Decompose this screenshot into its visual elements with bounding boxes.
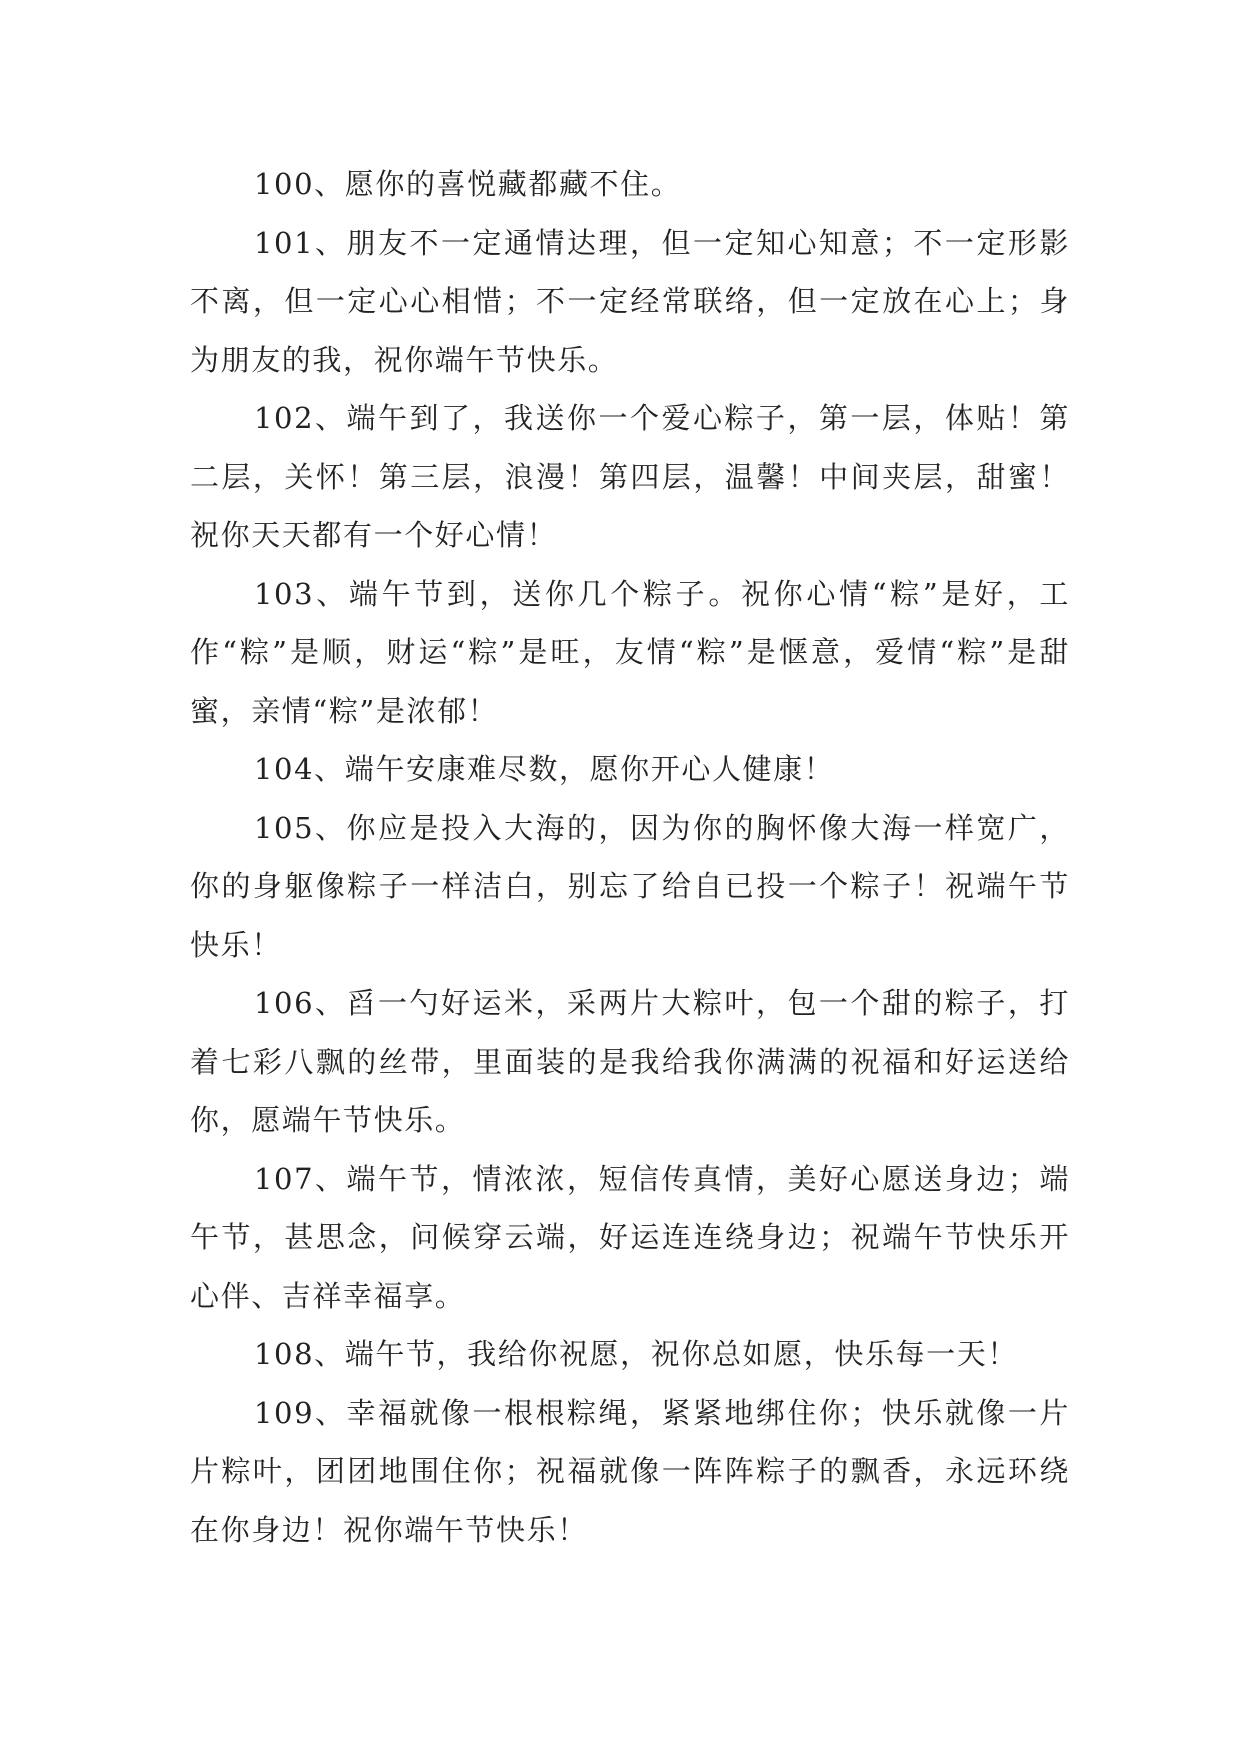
paragraph-107: 107、端午节，情浓浓，短信传真情，美好心愿送身边；端午节，甚思念，问候穿云端，好运连连绕身边；祝端午节快乐开心伴、吉祥幸福享。 [190,1161,1070,1313]
paragraph-101: 101、朋友不一定通情达理，但一定知心知意；不一定形影不离，但一定心心相惜；不一定经常联络，但一定放在心上；身为朋友的我，祝你端午节快乐。 [190,225,1070,377]
paragraph-104: 104、端午安康难尽数，愿你开心人健康！ [254,752,835,786]
paragraph-100: 100、愿你的喜悦藏都藏不住。 [254,167,682,201]
paragraph-108: 108、端午节，我给你祝愿，祝你总如愿，快乐每一天！ [254,1337,1018,1371]
paragraph-106: 106、舀一勺好运米，采两片大粽叶，包一个甜的粽子，打着七彩八飘的丝带，里面装的是我给我你满满的祝福和好运送给你，愿端午节快乐。 [190,986,1070,1137]
paragraph-102: 102、端午到了，我送你一个爱心粽子，第一层，体贴！第二层，关怀！第三层，浪漫！第四层，温馨！中间夹层，甜蜜！祝你天天都有一个好心情！ [190,401,1070,552]
paragraph-109: 109、幸福就像一根根粽绳，紧紧地绑住你；快乐就像一片片粽叶，团团地围住你；祝福就像一阵阵粽子的飘香，永远环绕在你身边！祝你端午节快乐！ [190,1395,1070,1547]
document-body [190,155,1070,1559]
paragraph-105: 105、你应是投入大海的，因为你的胸怀像大海一样宽广，你的身躯像粽子一样洁白，别忘了给自已投一个粽子！祝端午节快乐！ [190,810,1070,962]
paragraph-103: 103、端午节到，送你几个粽子。祝你心情“粽”是好，工作“粽”是顺，财运“粽”是旺，友情“粽”是惬意，爱情“粽”是甜蜜，亲情“粽”是浓郁！ [190,576,1070,728]
